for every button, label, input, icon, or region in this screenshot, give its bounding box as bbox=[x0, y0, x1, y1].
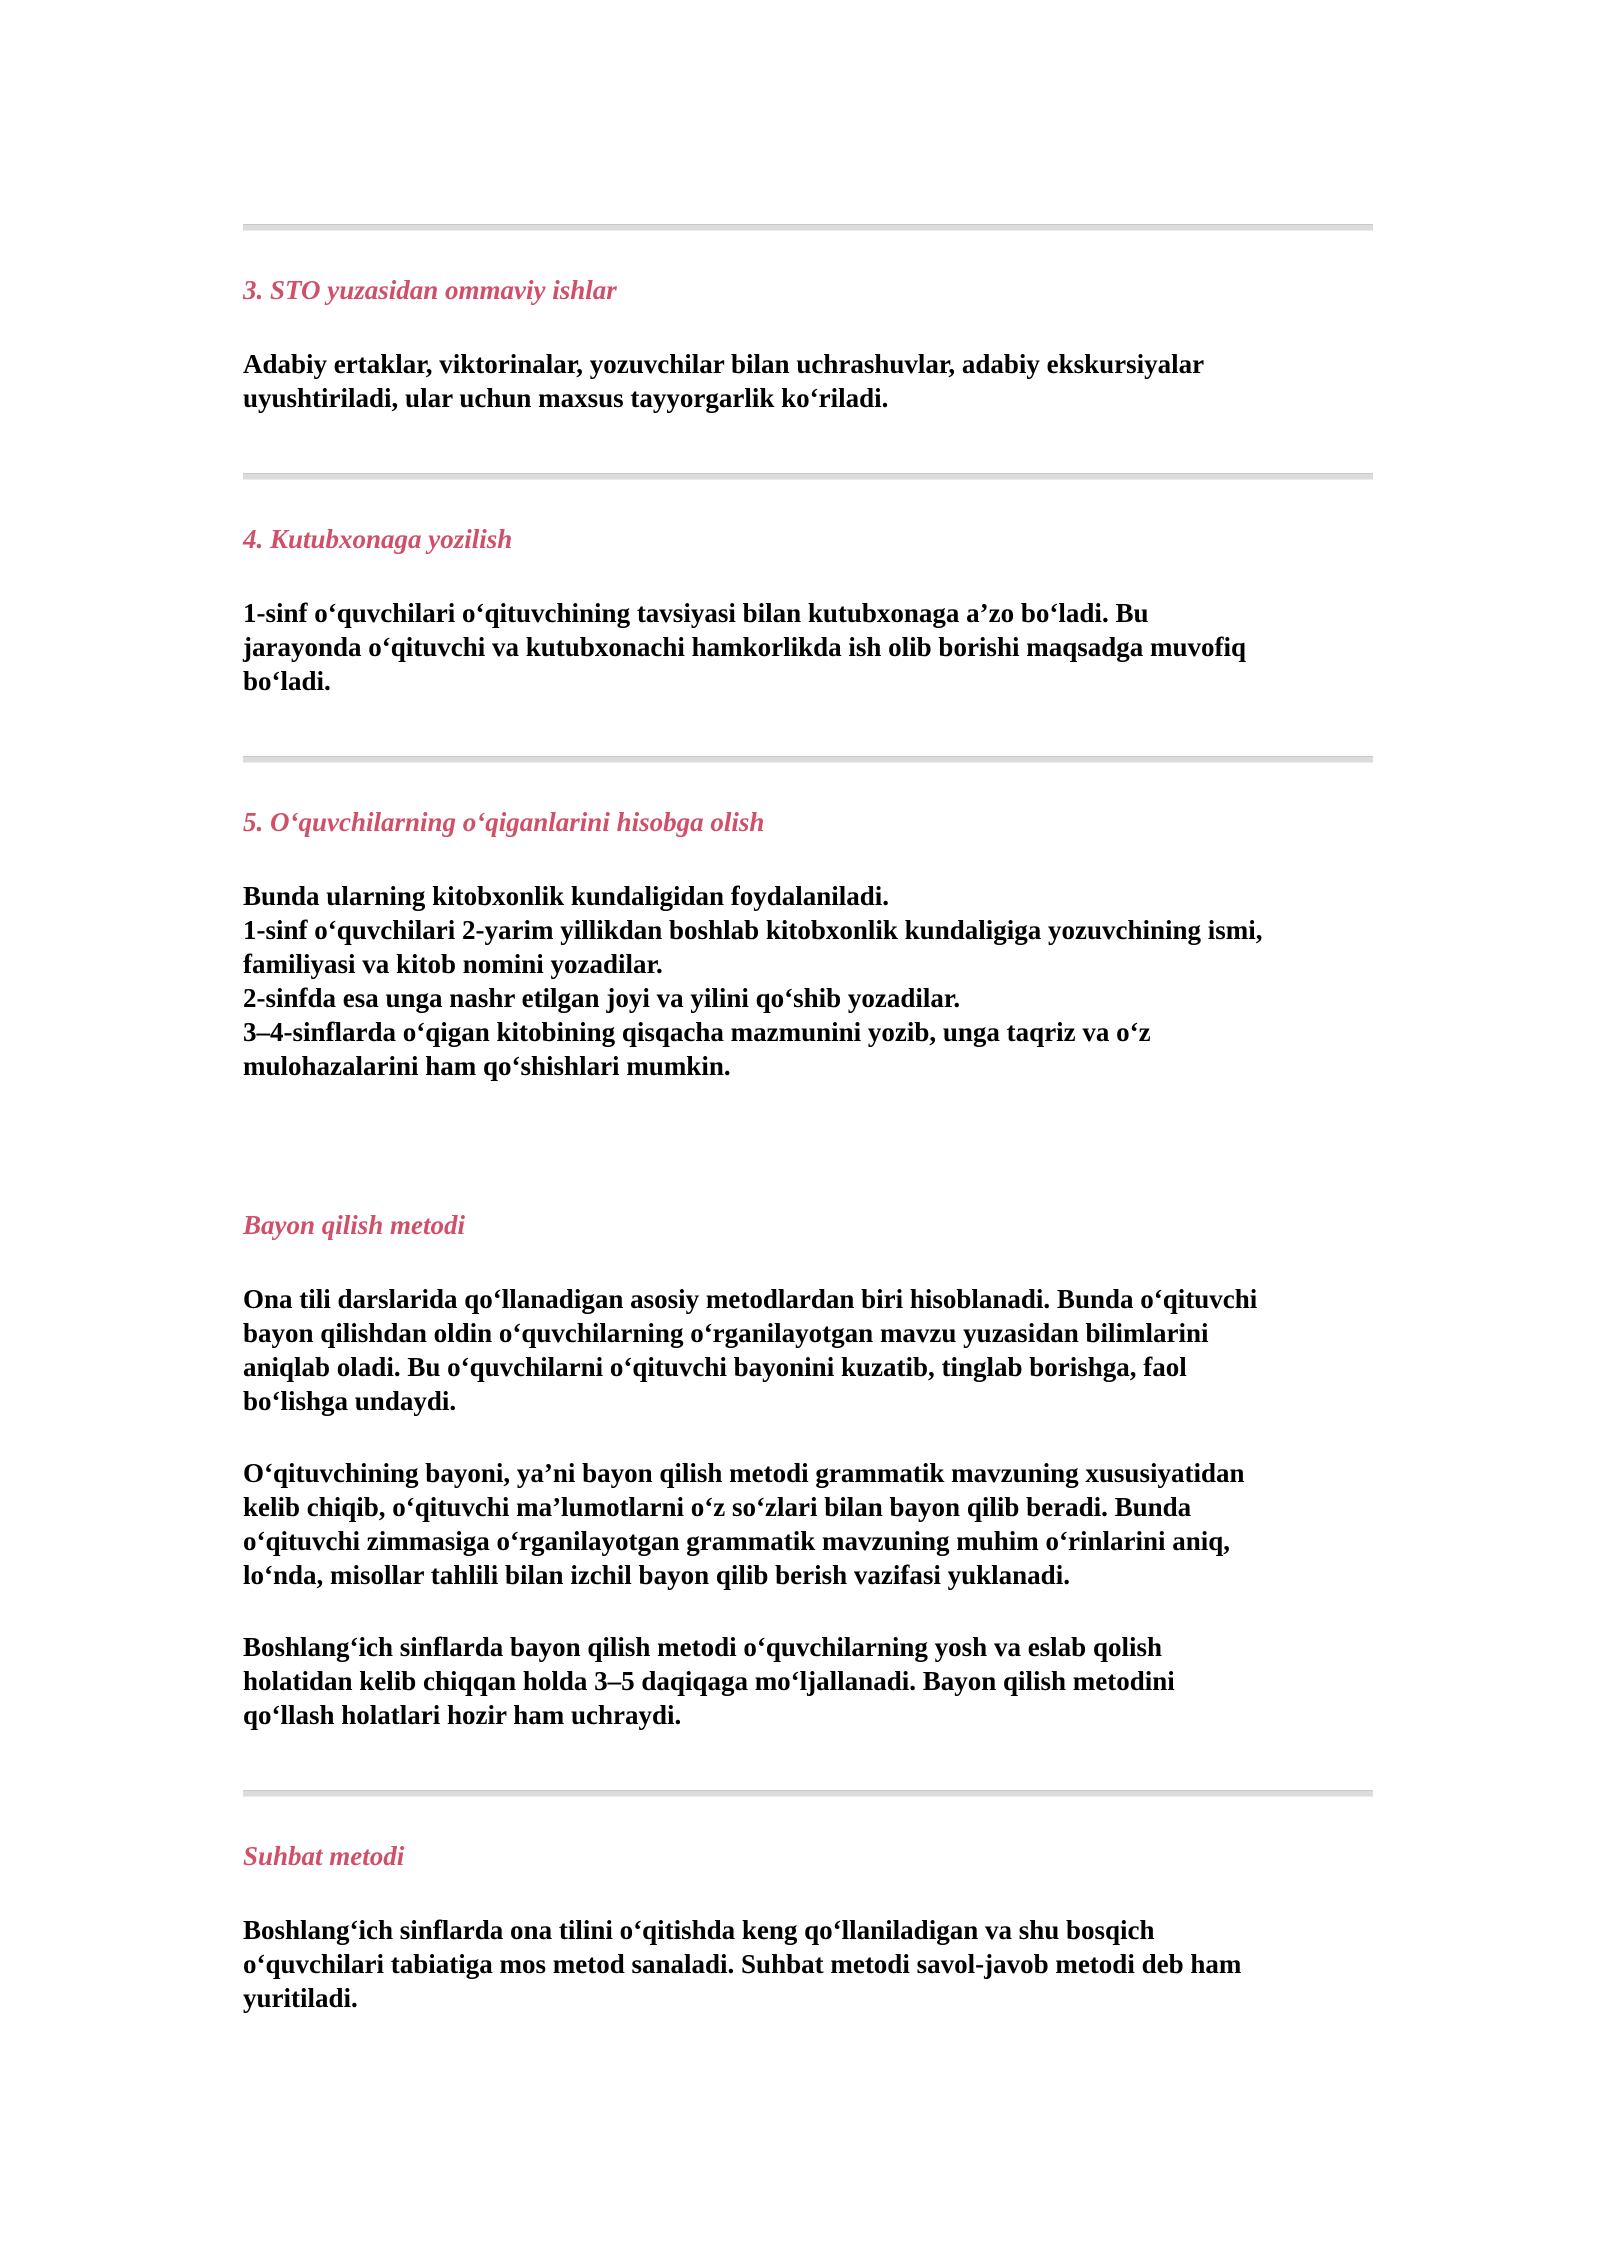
text-line: bo‘ladi. bbox=[243, 666, 331, 696]
text-line: o‘qituvchi zimmasiga o‘rganilayotgan grammatik mavzuning muhim o‘rinlarini aniq, bbox=[243, 1526, 1231, 1556]
text-line: bayon qilishdan oldin o‘quvchilarning o‘rganilayotgan mavzu yuzasidan bilimlarini bbox=[243, 1318, 1209, 1348]
text-line: Ona tili darslarida qo‘llanadigan asosiy metodlardan biri hisoblanadi. Bunda o‘qituvchi bbox=[243, 1284, 1258, 1314]
text-line: lo‘nda, misollar tahlili bilan izchil bayon qilib berish vazifasi yuklanadi. bbox=[243, 1560, 1070, 1590]
section-divider bbox=[243, 224, 1373, 231]
text-line: Adabiy ertaklar, viktorinalar, yozuvchilar bilan uchrashuvlar, adabiy ekskursiyalar bbox=[243, 349, 1205, 379]
text-line: aniqlab oladi. Bu o‘quvchilarni o‘qituvchi bayonini kuzatib, tinglab borishga, faol bbox=[243, 1352, 1187, 1382]
document-page bbox=[243, 224, 1373, 2015]
text-line: mulohazalarini ham qo‘shishlari mumkin. bbox=[243, 1051, 731, 1081]
text-line: familiyasi va kitob nomini yozadilar. bbox=[243, 949, 663, 979]
text-line: bo‘lishga undaydi. bbox=[243, 1386, 457, 1416]
section-paragraph-bayon-2 bbox=[243, 1456, 1373, 1592]
text-line: O‘qituvchining bayoni, ya’ni bayon qilish metodi grammatik mavzuning xususiyatidan bbox=[243, 1458, 1245, 1488]
text-line: 2-sinfda esa unga nashr etilgan joyi va yilini qo‘shib yozadilar. bbox=[243, 983, 961, 1013]
text-line: 3–4-sinflarda o‘qigan kitobining qisqacha mazmunini yozib, unga taqriz va o‘z bbox=[243, 1017, 1151, 1047]
text-line: holatidan kelib chiqqan holda 3–5 daqiqaga mo‘ljallanadi. Bayon qilish metodini bbox=[243, 1666, 1175, 1696]
section-paragraph-bayon-1 bbox=[243, 1282, 1373, 1418]
section-heading-suhbat: Suhbat metodi bbox=[243, 1841, 405, 1871]
text-line: yuritiladi. bbox=[243, 1983, 358, 2013]
text-line: 1-sinf o‘quvchilari o‘qituvchining tavsiyasi bilan kutubxonaga a’zo bo‘ladi. Bu bbox=[243, 598, 1149, 628]
text-line: jarayonda o‘qituvchi va kutubxonachi hamkorlikda ish olib borishi maqsadga muvofiq bbox=[243, 632, 1247, 662]
section-paragraph-suhbat bbox=[243, 1913, 1373, 2015]
text-line: kelib chiqib, o‘qituvchi ma’lumotlarni o‘z so‘zlari bilan bayon qilib beradi. Bunda bbox=[243, 1492, 1192, 1522]
text-line: qo‘llash holatlari hozir ham uchraydi. bbox=[243, 1700, 682, 1730]
section-heading-bayon: Bayon qilish metodi bbox=[243, 1210, 466, 1240]
text-line: uyushtiriladi, ular uchun maxsus tayyorgarlik ko‘riladi. bbox=[243, 383, 889, 413]
text-line: Boshlang‘ich sinflarda ona tilini o‘qitishda keng qo‘llaniladigan va shu bosqich bbox=[243, 1915, 1155, 1945]
text-line: 1-sinf o‘quvchilari 2-yarim yillikdan boshlab kitobxonlik kundaligiga yozuvchining ismi, bbox=[243, 915, 1263, 945]
section-divider bbox=[243, 473, 1373, 480]
section-heading-kutubxona: 4. Kutubxonaga yozilish bbox=[243, 524, 513, 554]
section-paragraph-bayon-3 bbox=[243, 1630, 1373, 1732]
section-paragraph-sto bbox=[243, 347, 1373, 415]
section-heading-hisob: 5. O‘quvchilarning o‘qiganlarini hisobga olish bbox=[243, 807, 765, 837]
section-divider bbox=[243, 756, 1373, 763]
section-paragraph-kutubxona bbox=[243, 596, 1373, 698]
text-line: o‘quvchilari tabiatiga mos metod sanaladi. Suhbat metodi savol-javob metodi deb ham bbox=[243, 1949, 1242, 1979]
section-heading-sto: 3. STO yuzasidan ommaviy ishlar bbox=[243, 275, 617, 305]
section-divider bbox=[243, 1790, 1373, 1797]
text-line: Boshlang‘ich sinflarda bayon qilish metodi o‘quvchilarning yosh va eslab qolish bbox=[243, 1632, 1162, 1662]
section-paragraph-hisob bbox=[243, 879, 1373, 1083]
text-line: Bunda ularning kitobxonlik kundaligidan foydalaniladi. bbox=[243, 881, 890, 911]
